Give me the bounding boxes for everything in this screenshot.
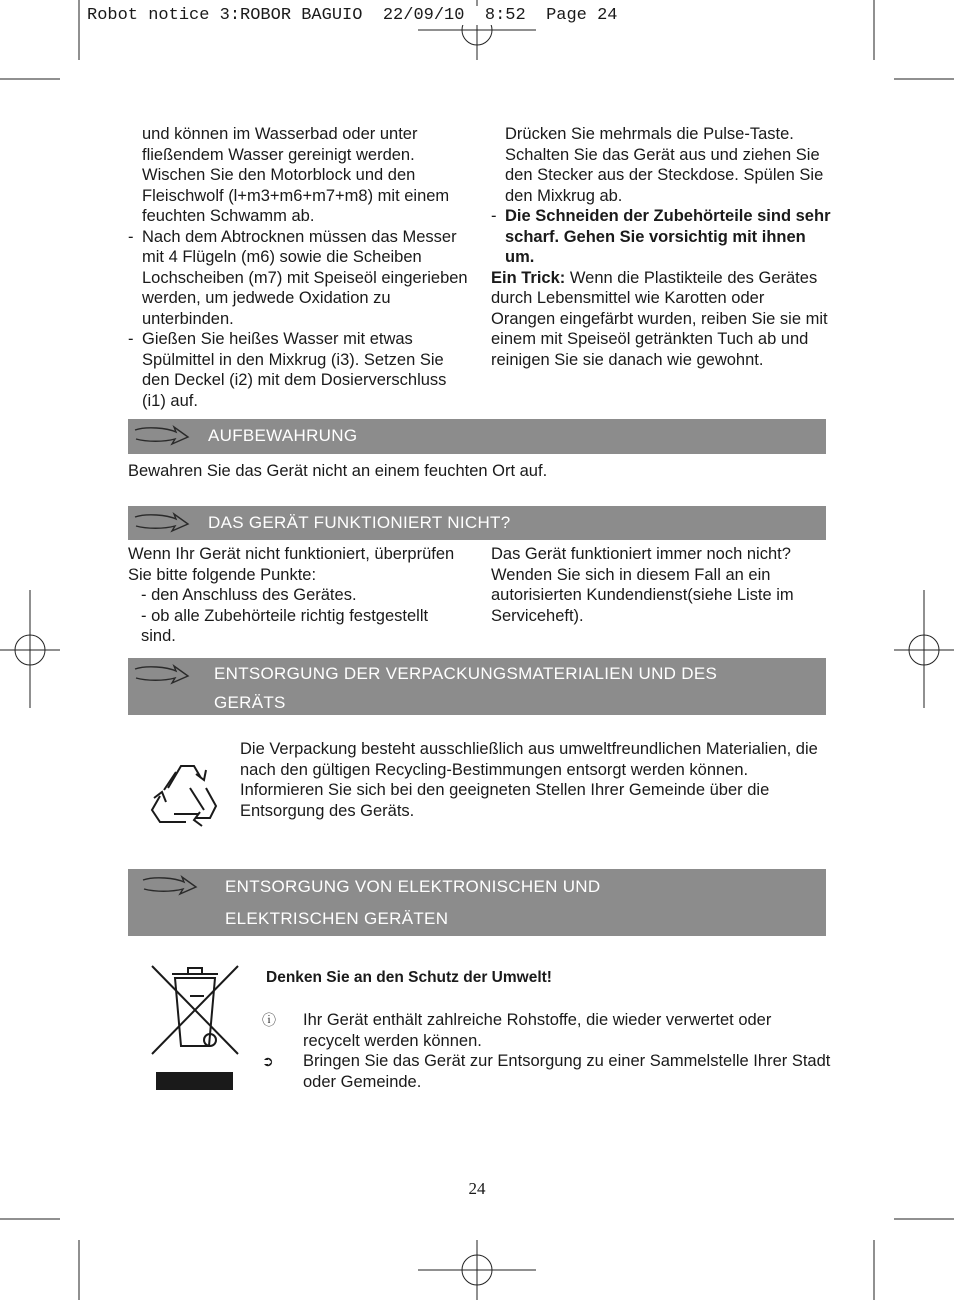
arrow-icon — [132, 661, 190, 689]
weee-headline: Denken Sie an den Schutz der Umwelt! — [266, 969, 552, 986]
page-number: 24 — [468, 1179, 486, 1198]
continued-paragraph: Drücken Sie mehrmals die Pulse-Taste. Schalten Sie das Gerät aus und ziehen Sie den Stecker aus der Steckdose. Spülen Sie den Mixkrug ab. — [505, 125, 824, 205]
section-banner-troubleshooting — [128, 506, 826, 540]
print-header: Robot notice 3:ROBOR BAGUIO 22/09/10 8:52 Page 24 — [87, 6, 618, 25]
packaging-paragraph: Die Verpackung besteht ausschließlich aus umweltfreundlichen Materialien, die nach den gültigen Recycling-Bestimmungen entsorgt werden können. — [240, 740, 818, 779]
recycling-icon — [146, 758, 220, 832]
list-item: - ob alle Zubehörteile richtig festgestellt sind. — [141, 606, 429, 645]
trick-text: Wenn die Plastikteile des Gerätes durch Lebensmittel wie Karotten oder Orangen eingefärbt wurden, reiben Sie sie mit einem mit Speiseöl getränkten Tuch ab und reinigen Sie sie danach wie gewohnt. — [491, 268, 828, 369]
section-banner-packaging — [128, 658, 826, 715]
crossed-bin-icon — [148, 962, 242, 1092]
top-right-column — [491, 124, 831, 370]
info-icon: ⓘ — [262, 1012, 276, 1028]
registration-mark-icon — [418, 1240, 536, 1300]
storage-text: Bewahren Sie das Gerät nicht an einem feuchten Ort auf. — [128, 462, 548, 480]
section-banner-weee — [128, 869, 826, 936]
list-item-text: Gießen Sie heißes Wasser mit etwas Spülmittel in den Mixkrug (i3). Setzen Sie den Deckel (i2) mit dem Dosierverschluss (i1) auf. — [142, 330, 447, 410]
list-item — [262, 1051, 832, 1092]
section-title-line: ELEKTRISCHEN GERÄTEN — [225, 909, 449, 928]
list-item-text: Ihr Gerät enthält zahlreiche Rohstoffe, die wieder verwertet oder recycelt werden können. — [303, 1011, 772, 1050]
arrow-icon — [140, 872, 198, 900]
list-item: - Nach dem Abtrocknen müssen das Messer mit 4 Flügeln (m6) sowie die Scheiben Lochscheiben (m7) mit Speiseöl eingerieben werden, um jedwede Oxidation zu unterbinden. — [128, 227, 468, 328]
registration-mark-icon — [894, 590, 954, 708]
registration-mark-icon — [0, 590, 60, 708]
trick-paragraph — [491, 268, 831, 371]
weee-list — [262, 1010, 832, 1092]
trick-label: Ein Trick: — [491, 268, 566, 287]
packaging-text — [240, 739, 830, 821]
list-item: - den Anschluss des Gerätes. — [141, 586, 357, 604]
warning-item: - Die Schneiden der Zubehörteile sind sehr scharf. Gehen Sie vorsichtig mit ihnen um. — [491, 207, 831, 266]
section-title-line: ENTSORGUNG DER VERPACKUNGSMATERIALIEN UND DES — [214, 664, 718, 683]
section-banner-storage — [128, 419, 826, 454]
section-title-line: GERÄTS — [214, 693, 286, 712]
continued-paragraph: und können im Wasserbad oder unter fließendem Wasser gereinigt werden. Wischen Sie den Motorblock und den Fleischwolf (l+m3+m6+m7+m8) mit einem feuchten Schwamm ab. — [142, 125, 450, 225]
troubleshooting-intro: Wenn Ihr Gerät nicht funktioniert, überprüfen Sie bitte folgende Punkte: — [128, 545, 455, 584]
list-item-text: Nach dem Abtrocknen müssen das Messer mit 4 Flügeln (m6) sowie die Scheiben Lochscheiben (m7) mit Speiseöl eingerieben werden, um jedwede Oxidation zu unterbinden. — [142, 227, 468, 328]
list-item: - Gießen Sie heißes Wasser mit etwas Spülmittel in den Mixkrug (i3). Setzen Sie den Deckel (i2) mit dem Dosierverschluss (i1) auf. — [128, 330, 447, 410]
arrow-icon — [132, 509, 190, 537]
troubleshooting-left — [128, 544, 458, 647]
section-title-line: ENTSORGUNG VON ELEKTRONISCHEN UND — [225, 877, 601, 896]
section-title: DAS GERÄT FUNKTIONIERT NICHT? — [208, 513, 511, 532]
section-title: AUFBEWAHRUNG — [208, 426, 358, 445]
troubleshooting-right: Das Gerät funktioniert immer noch nicht? Wenden Sie sich in diesem Fall an ein autorisierten Kundendienst(siehe Liste im Serviceheft). — [491, 545, 794, 625]
arrow-icon — [132, 422, 190, 450]
list-item — [262, 1010, 832, 1051]
list-item-text: Bringen Sie das Gerät zur Entsorgung zu einer Sammelstelle Ihrer Stadt oder Gemeinde. — [303, 1052, 831, 1091]
top-left-column — [128, 124, 468, 411]
packaging-paragraph: Informieren Sie sich bei den geeigneten Stellen Ihrer Gemeinde über die Entsorgung des Geräts. — [240, 781, 770, 820]
pointer-arrow-icon: ➲ — [262, 1053, 274, 1069]
warning-text: Die Schneiden der Zubehörteile sind sehr scharf. Gehen Sie vorsichtig mit ihnen um. — [505, 207, 831, 266]
